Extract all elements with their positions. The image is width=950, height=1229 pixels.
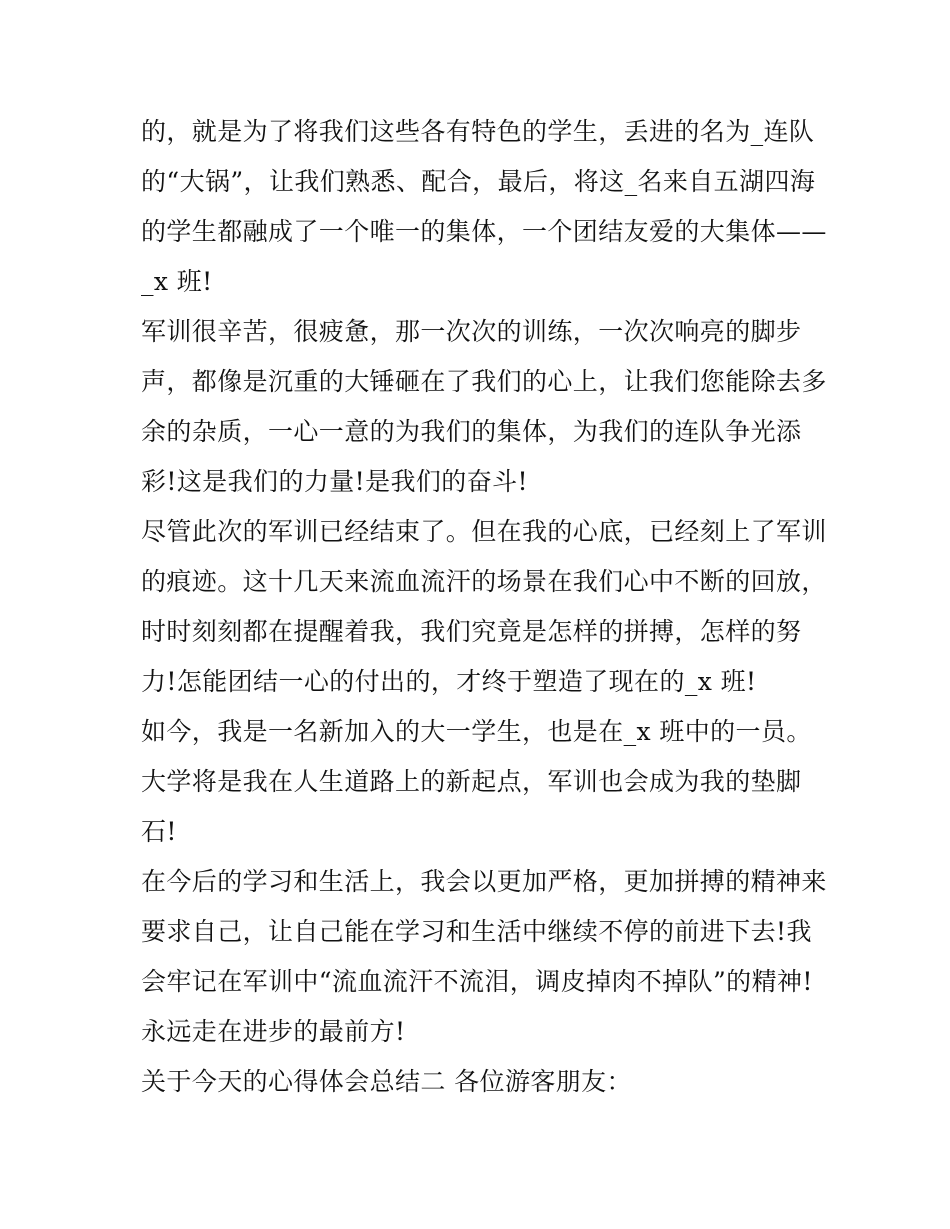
text-line: 要求自己，让自己能在学习和生活中继续不停的前进下去!我 [141, 917, 812, 946]
text-line: 石! [141, 817, 177, 846]
text-line: 的痕迹。这十几天来流血流汗的场景在我们心中不断的回放， [141, 567, 827, 596]
text-line: 会牢记在军训中“流血流汗不流泪，调皮掉肉不掉队”的精神! [141, 967, 813, 996]
text-line: 大学将是我在人生道路上的新起点，军训也会成为我的垫脚 [141, 767, 802, 796]
text-line: 军训很辛苦，很疲惫，那一次次的训练，一次次响亮的脚步 [141, 317, 802, 346]
text-line: 在今后的学习和生活上，我会以更加严格，更加拼搏的精神来 [141, 867, 827, 896]
text-line: 的，就是为了将我们这些各有特色的学生，丢进的名为_连队 [141, 117, 815, 146]
text-line: _x 班! [141, 267, 213, 296]
text-line: 时时刻刻都在提醒着我，我们究竟是怎样的拼搏，怎样的努 [141, 617, 802, 646]
text-line: 关于今天的心得体会总结二 各位游客朋友： [141, 1067, 632, 1096]
text-line: 如今，我是一名新加入的大一学生，也是在_x 班中的一员。 [141, 717, 812, 746]
text-line: 声，都像是沉重的大锤砸在了我们的心上，让我们您能除去多 [141, 367, 827, 396]
text-line: 余的杂质，一心一意的为我们的集体，为我们的连队争光添 [141, 417, 802, 446]
text-line: 的学生都融成了一个唯一的集体，一个团结友爱的大集体—— [141, 217, 827, 246]
text-line: 的“大锅”，让我们熟悉、配合，最后，将这_名来自五湖四海 [141, 167, 816, 196]
text-line: 尽管此次的军训已经结束了。但在我的心底，已经刻上了军训 [141, 517, 827, 546]
text-line: 彩!这是我们的力量!是我们的奋斗! [141, 467, 528, 496]
text-line: 永远走在进步的最前方! [141, 1017, 406, 1046]
text-line: 力!怎能团结一心的付出的，才终于塑造了现在的_x 班! [141, 667, 757, 696]
